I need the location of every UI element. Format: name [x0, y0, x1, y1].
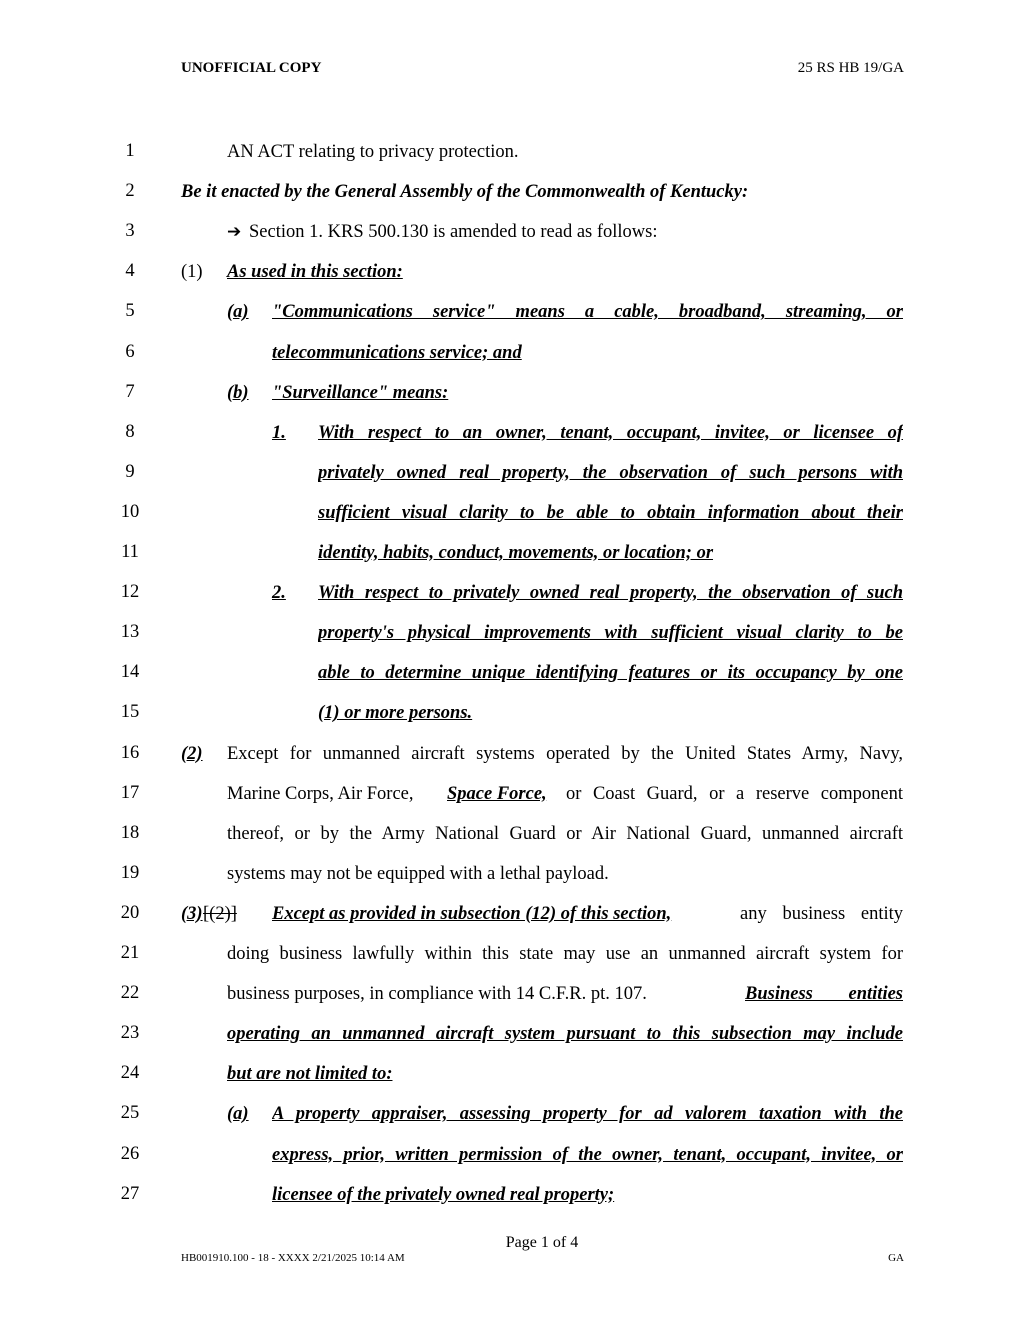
line-text: (1) or more persons.: [318, 703, 473, 724]
line-text: (1): [181, 262, 203, 283]
line-text: doing business lawfully within this state may use an unmanned aircraft system for: [227, 944, 903, 964]
line-text: [(2)]: [203, 903, 237, 924]
line-text: (a): [227, 1104, 249, 1125]
line-text: Space Force,: [447, 783, 547, 804]
line-text: As used in this section:: [227, 262, 403, 283]
line-number: 25: [120, 1103, 140, 1124]
line-text: (2): [181, 743, 203, 764]
line-text: Business entities: [745, 984, 903, 1005]
line-number: 18: [120, 822, 140, 843]
document-line: [0, 1103, 1024, 1133]
line-text: Except for unmanned aircraft systems operated by the United States Army, Navy,: [227, 743, 903, 764]
line-text: sufficient visual clarity to be able to obtain information about their: [318, 502, 903, 523]
line-number: 4: [125, 261, 135, 282]
line-text: AN ACT relating to privacy protection.: [227, 142, 519, 162]
line-text: Be it enacted by the General Assembly of the Commonwealth of Kentucky:: [181, 182, 749, 203]
line-number: 2: [125, 181, 135, 202]
line-text: privately owned real property, the observation of such persons with: [318, 462, 903, 483]
line-number: 26: [120, 1143, 140, 1164]
line-number: 15: [120, 702, 140, 723]
document-line: [0, 542, 1024, 572]
line-number: 11: [121, 542, 139, 562]
document-line: [0, 903, 1024, 933]
document-line: [0, 863, 1024, 893]
line-text: With respect to privately owned real property, the observation of such: [318, 583, 903, 604]
line-number: 10: [120, 501, 140, 522]
line-text: systems may not be equipped with a lethal payload.: [227, 863, 609, 884]
line-number: 9: [125, 461, 135, 482]
line-number: 3: [125, 221, 135, 242]
line-text: (3): [181, 903, 203, 924]
document-line: [0, 462, 1024, 492]
document-line: [0, 502, 1024, 532]
line-text: (a): [227, 302, 249, 323]
line-number: 16: [120, 742, 140, 763]
document-line: [0, 1063, 1024, 1093]
line-text: but are not limited to:: [227, 1064, 393, 1085]
line-text: express, prior, written permission of the owner, tenant, occupant, invitee, or: [272, 1144, 903, 1165]
line-text: "Surveillance" means:: [272, 382, 449, 403]
line-text: Marine Corps, Air Force,: [227, 783, 414, 804]
document-line: [0, 181, 1024, 211]
line-text: able to determine unique identifying features or its occupancy by one: [318, 663, 903, 684]
document-line: [0, 582, 1024, 612]
line-number: 13: [120, 622, 140, 643]
document-line: [0, 1144, 1024, 1174]
document-line: [0, 422, 1024, 452]
line-number: 27: [120, 1183, 140, 1204]
document-line: [0, 943, 1024, 973]
document-line: [0, 221, 1024, 251]
document-line: [0, 743, 1024, 773]
document-line: [0, 261, 1024, 291]
document-line: [0, 1023, 1024, 1053]
document-line: [0, 342, 1024, 372]
line-number: 1: [125, 141, 135, 161]
line-number: 21: [120, 943, 140, 963]
line-text: or Coast Guard, or a reserve component: [566, 783, 903, 804]
document-line: [0, 141, 1024, 171]
line-text: 2.: [272, 583, 286, 604]
line-text: operating an unmanned aircraft system pursuant to this subsection may include: [227, 1024, 903, 1045]
line-text: property's physical improvements with sufficient visual clarity to be: [318, 623, 903, 644]
line-text: (b): [227, 382, 249, 403]
arrow-icon: ➔: [227, 222, 242, 243]
page-number: Page 1 of 4: [505, 1234, 579, 1251]
line-number: 14: [120, 662, 140, 683]
line-text: thereof, or by the Army National Guard or Air National Guard, unmanned aircraft: [227, 823, 903, 844]
footer-document-id: HB001910.100 - 18 - XXXX 2/21/2025 10:14 AM: [181, 1252, 405, 1264]
document-line: [0, 1184, 1024, 1214]
document-line: [0, 702, 1024, 732]
line-text: any business entity: [740, 903, 903, 924]
document-line: [0, 622, 1024, 652]
line-text: telecommunications service; and: [272, 342, 522, 363]
document-line: [0, 983, 1024, 1013]
line-text: "Communications service" means a cable, broadband, streaming, or: [272, 302, 903, 323]
line-number: 24: [120, 1063, 140, 1084]
line-text: business purposes, in compliance with 14 C.F.R. pt. 107.: [227, 984, 647, 1005]
line-number: 19: [120, 862, 140, 883]
line-text: Section 1. KRS 500.130 is amended to read as follows:: [249, 222, 658, 243]
line-number: 20: [120, 902, 140, 923]
line-text: 1.: [272, 422, 286, 443]
document-line: [0, 382, 1024, 412]
line-number: 6: [125, 341, 135, 362]
line-number: 22: [120, 983, 140, 1004]
document-line: [0, 823, 1024, 853]
line-number: 23: [120, 1023, 140, 1044]
document-line: [0, 783, 1024, 813]
line-text: licensee of the privately owned real property;: [272, 1184, 615, 1205]
document-line: [0, 662, 1024, 692]
line-number: 17: [120, 782, 140, 803]
line-number: 5: [125, 301, 135, 322]
line-text: identity, habits, conduct, movements, or location; or: [318, 543, 714, 563]
line-text: A property appraiser, assessing property for ad valorem taxation with the: [272, 1104, 903, 1125]
line-number: 12: [120, 582, 140, 603]
line-number: 8: [125, 421, 135, 442]
footer-initials: GA: [888, 1252, 904, 1264]
document-line: [0, 301, 1024, 331]
header-right: 25 RS HB 19/GA: [797, 60, 904, 76]
line-text: With respect to an owner, tenant, occupant, invitee, or licensee of: [318, 422, 903, 443]
header-left: UNOFFICIAL COPY: [181, 60, 322, 76]
line-text: Except as provided in subsection (12) of this section,: [272, 903, 672, 924]
line-number: 7: [125, 381, 135, 402]
